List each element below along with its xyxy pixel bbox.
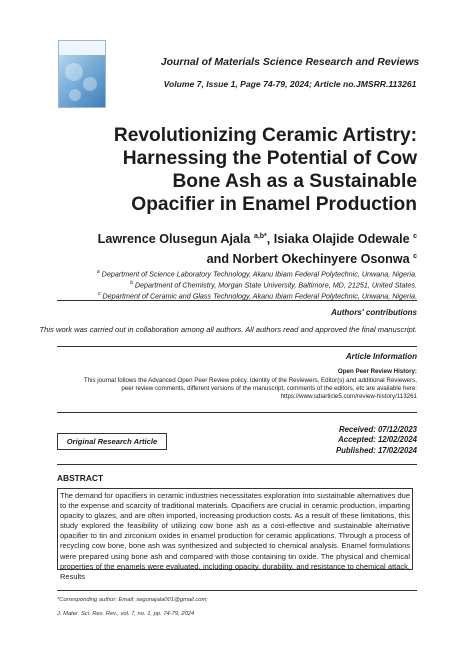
author-list xyxy=(37,228,417,268)
published-date: Published: 17/02/2024 xyxy=(335,445,417,455)
cover-graphic xyxy=(83,77,97,91)
affiliation-line xyxy=(37,279,417,290)
journal-name: Journal of Materials Science Research and Reviews xyxy=(160,56,420,68)
journal-cover-thumbnail xyxy=(58,40,106,108)
peer-review-line: peer review comments, different versions of the manuscript, comments of the editors, etc are available here: xyxy=(121,385,417,392)
author-separator: , xyxy=(266,232,274,247)
corresponding-author: *Corresponding author: Email: segunajala001@gmail.com; xyxy=(57,597,208,603)
affiliation-line xyxy=(37,268,417,279)
contributions-heading: Authors' contributions xyxy=(331,308,417,317)
abstract-box: The demand for opacifiers in ceramic industries necessitates exploration into sustainable alternatives due to the expense and scarcity of traditional materials. Opacifiers are crucial in ceramic production, imparting opacity to glazes, and are often imported, increasing production costs. As a result of these limitations, this study explored the feasibility of utilizing cow bone ash as a cost-effective and sustainable alternative opacifier to tin and zirconium oxides in enamel production for ceramic applications. Through a process of recycling cow bone, bone ash was synthesized and subjected to chemical analysis. Enamel formulations were prepared using bone ash and compared with those containing tin oxide. The physical and chemical properties of the enamels were evaluated, including opacity, durability, and resistance to chemical attack. Results xyxy=(57,488,413,570)
article-type-box: Original Research Article xyxy=(57,433,167,450)
divider xyxy=(57,346,417,347)
author-name: Norbert Okechinyere Osonwa xyxy=(232,252,410,267)
author-name: Lawrence Olusegun Ajala xyxy=(97,232,251,247)
title-line: Revolutionizing Ceramic Artistry: xyxy=(113,125,417,146)
article-info-heading: Article Information xyxy=(345,352,417,361)
received-date: Received: 07/12/2023 xyxy=(338,425,417,434)
title-line: Opacifier in Enamel Production xyxy=(131,194,417,215)
author-affiliation-mark: a,b* xyxy=(253,233,267,240)
divider xyxy=(57,464,417,465)
author-affiliation-mark: c xyxy=(413,233,417,240)
title-line: Harnessing the Potential of Cow xyxy=(122,148,417,169)
cover-title-band xyxy=(59,41,105,55)
affiliation-mark: c xyxy=(97,290,101,297)
affiliation-text: Department of Science Laboratory Technology, Akanu Ibiam Federal Polytechnic, Unwana, Nigeria. xyxy=(99,269,417,279)
contributions-text: This work was carried out in collaboration among all authors. All authors read and approved the final manuscript. xyxy=(39,325,417,334)
peer-review-line: This journal follows the Advanced Open Peer Review policy. Identity of the Reviewers, Editor(s) and additional Reviewers, xyxy=(83,377,417,384)
divider xyxy=(57,412,417,413)
author-name: Isiaka Olajide Odewale xyxy=(273,232,410,247)
abstract-heading: ABSTRACT xyxy=(57,473,104,483)
affiliation-text: Department of Ceramic and Glass Technology, Akanu Ibiam Federal Polytechnic, Unwana, Nigeria. xyxy=(100,291,417,301)
accepted-date: Accepted: 12/02/2024 xyxy=(338,435,417,445)
author-affiliation-mark: c xyxy=(413,253,417,261)
cover-graphic xyxy=(69,89,81,101)
divider xyxy=(57,300,417,301)
affiliation-mark: b xyxy=(130,279,133,286)
divider xyxy=(57,590,417,591)
article-title xyxy=(67,124,417,216)
cover-graphic xyxy=(65,63,83,81)
affiliation-mark: a xyxy=(96,269,100,275)
title-line: Bone Ash as a Sustainable xyxy=(172,171,417,192)
peer-review-link[interactable]: https://www.sdiarticle5.com/review-history/113261 xyxy=(280,393,417,400)
volume-line: Volume 7, Issue 1, Page 74-79, 2024; Article no.JMSRR.113261 xyxy=(163,79,417,89)
article-dates xyxy=(336,425,417,456)
author-conjunction: and xyxy=(206,252,233,267)
affiliation-text: Department of Chemistry, Morgan State University, Baltimore, MD, 21251, United States. xyxy=(132,280,417,290)
citation-footer: J. Mater. Sci. Res. Rev., vol. 7, no. 1, pp. 74-79, 2024 xyxy=(57,611,195,617)
peer-review-text xyxy=(27,377,417,401)
peer-review-title: Open Peer Review History: xyxy=(337,368,417,375)
affiliations xyxy=(37,268,417,301)
